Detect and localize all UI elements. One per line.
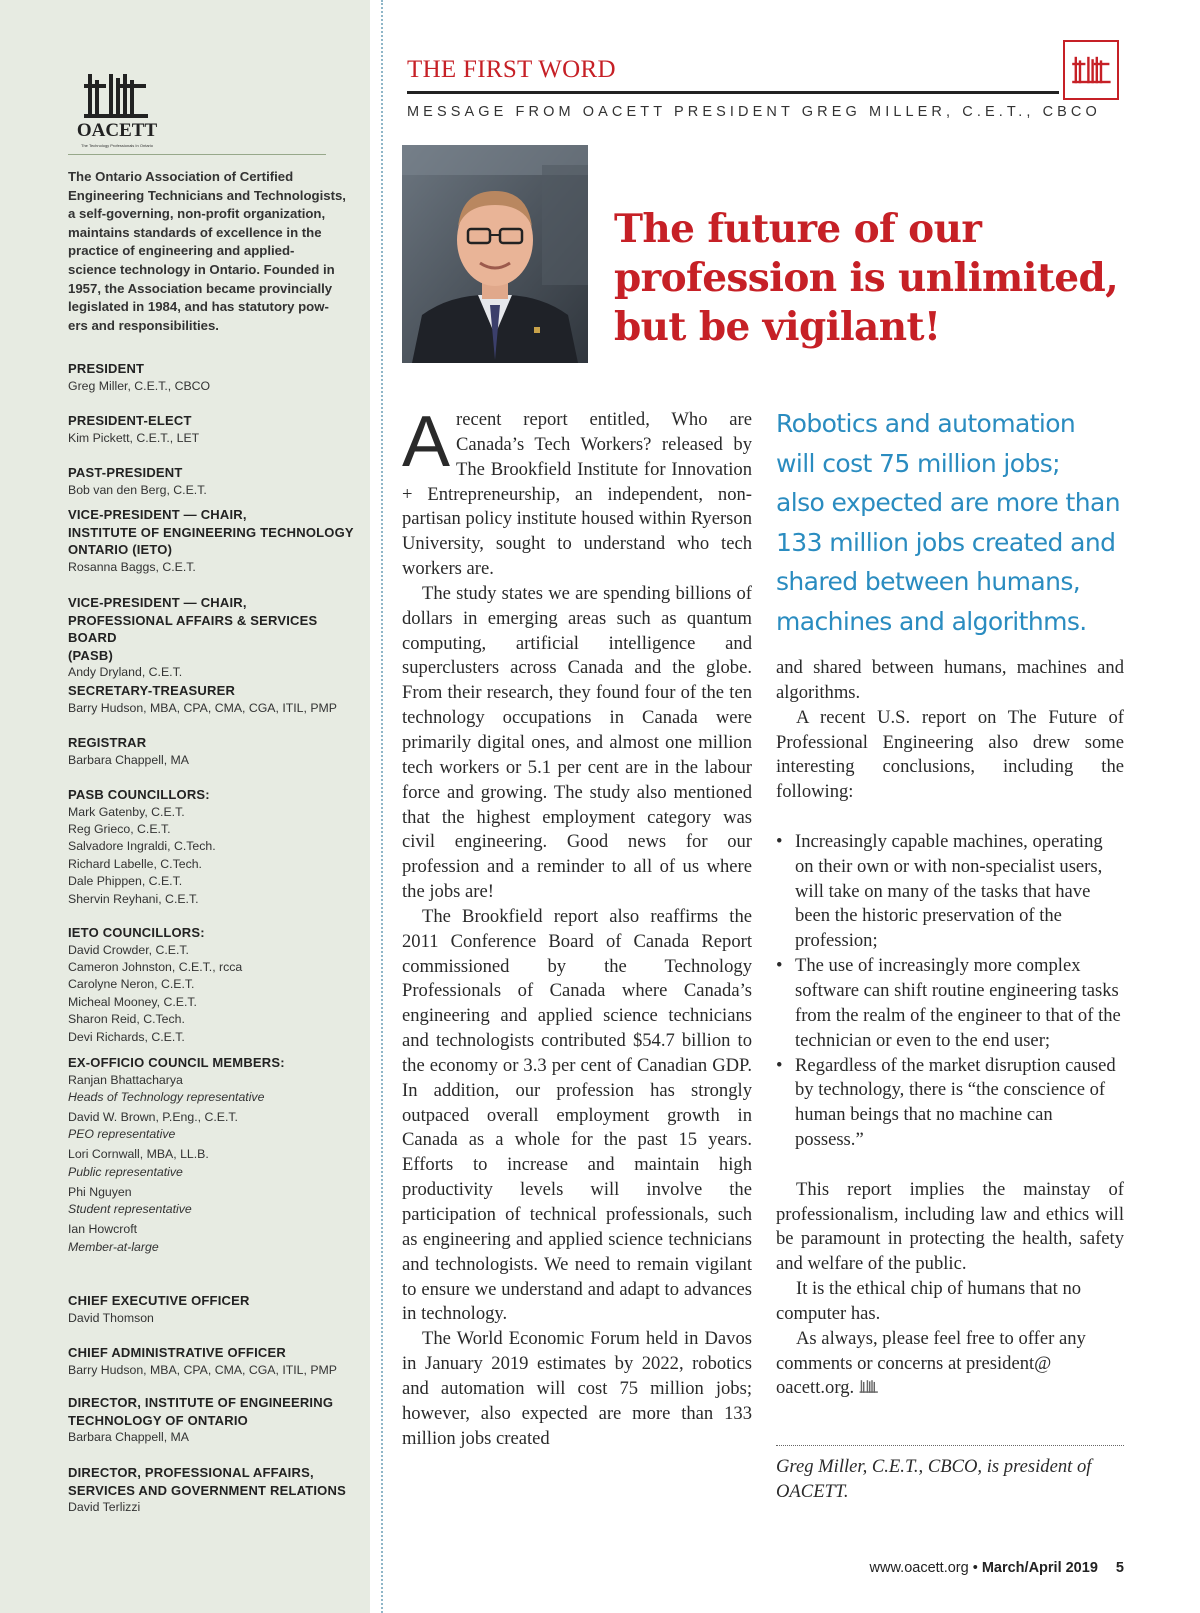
roster-title: VICE-PRESIDENT — CHAIR, INSTITUTE OF ENGINEERING TECHNOLOGY ONTARIO (IETO) <box>68 507 354 557</box>
end-mark-icon <box>859 1379 879 1394</box>
roster-name: Shervin Reyhani, C.E.T. <box>68 891 199 906</box>
footer-issue: March/April 2019 <box>981 1560 1098 1576</box>
paragraph-text: recent report entitled, Who are Canada’s Tech Workers? released by The Brookfield Institute for Innovation + Entrepreneurship, an independent, non-partisan policy institute housed within Ryerson University, sought to understand who tech workers are. <box>402 409 752 580</box>
roster-entry <box>68 594 368 681</box>
roster-name: Bob van den Berg, C.E.T. <box>68 482 207 497</box>
roster-title: SECRETARY-TREASURER <box>68 683 236 698</box>
roster-title: IETO COUNCILLORS: <box>68 925 205 940</box>
roster-name: Kim Pickett, C.E.T., LET <box>68 430 200 445</box>
roster-member-role: Student representative <box>68 1202 192 1217</box>
header-logo <box>1063 40 1119 100</box>
sidebar-intro: The Ontario Association of Certified Engineering Technicians and Technologists, a self-governing, non-profit organization, maintains standards of excellence in the practice of engineering and applied- science technology in Ontario. Founded in 1957, the Association became provincially legislated in 1984, and has statutory pow- ers and responsibilities. <box>68 169 346 333</box>
roster-name: Reg Grieco, C.E.T. <box>68 821 171 836</box>
footer-separator: • <box>972 1560 978 1576</box>
article-paragraph: The Brookfield report also reaffirms the 2011 Conference Board of Canada Report commissioned by the Technology Professionals of Canada where Canada’s engineering and applied science technicians and technologists contributed $54.7 billion to the economy or 3.3 per cent of Canadian GDP. In addition, our profession has strongly outpaced overall employment growth in Canada as a whole for the past 15 years. Efforts to increase and maintain high productivity levels will involve the participation of technical professionals, such as engineering and applied science technicians and technologists. We need to remain vigilant to ensure we understand and adapt to advances in technology. <box>402 905 752 1325</box>
president-portrait-image <box>402 145 588 363</box>
author-signature: Greg Miller, C.E.T., CBCO, is president of OACETT. <box>776 1456 1092 1502</box>
oacett-logo-name: OACETT <box>76 120 158 141</box>
bullet-item <box>776 830 1124 954</box>
sidebar-rule <box>68 154 326 155</box>
bullet-item <box>776 1054 1124 1153</box>
roster-name: Greg Miller, C.E.T., CBCO <box>68 378 211 393</box>
article-paragraph: It is the ethical chip of humans that no computer has. <box>776 1278 1082 1324</box>
roster-name: Mark Gatenby, C.E.T. <box>68 804 185 819</box>
bullet-text: Increasingly capable machines, operating on their own or with non-specialist users, will take on many of the tasks that have been the historic preservation of the profession; <box>795 830 1103 952</box>
roster-entry <box>68 1344 368 1379</box>
roster-title: PRESIDENT <box>68 361 145 376</box>
bullet-icon: • <box>776 830 783 852</box>
roster-member-name: Lori Cornwall, MBA, LL.B. <box>68 1147 209 1162</box>
sidebar <box>0 0 370 1613</box>
bullet-icon: • <box>776 955 783 977</box>
paragraph-text: As always, please feel free to offer any comments or concerns at president@ oacett.org. <box>776 1327 1086 1399</box>
roster-entry <box>68 412 368 447</box>
section-subtitle: MESSAGE FROM OACETT PRESIDENT GREG MILLER, C.E.T., CBCO <box>407 104 1101 120</box>
roster-member-role: Public representative <box>68 1164 183 1179</box>
roster-title: CHIEF ADMINISTRATIVE OFFICER <box>68 1345 286 1360</box>
roster-title: VICE-PRESIDENT — CHAIR, PROFESSIONAL AFFAIRS & SERVICES BOARD (PASB) <box>68 595 318 663</box>
roster-member-name: Phi Nguyen <box>68 1184 132 1199</box>
roster-entry <box>68 506 368 576</box>
roster-entry <box>68 464 368 499</box>
roster-name: Dale Phippen, C.E.T. <box>68 874 183 889</box>
roster-title: REGISTRAR <box>68 735 147 750</box>
roster-name: Barbara Chappell, MA <box>68 1430 189 1444</box>
roster-name: Salvadore Ingraldi, C.Tech. <box>68 839 216 854</box>
article-paragraph: The study states we are spending billions of dollars in emerging areas such as quantum computing, artificial intelligence and superclusters across Canada and the globe. From their research, they found four of the ten technology occupations in Canada were primarily digital ones, and almost one million tech workers or 5.1 per cent are in the labour force and growing. The study also mentioned that the highest employment category was civil engineering. Good news for our profession and a reminder to all of us where the jobs are! <box>402 582 752 903</box>
footer-url: www.oacett.org <box>869 1560 969 1576</box>
roster-title: DIRECTOR, INSTITUTE OF ENGINEERING TECHNOLOGY OF ONTARIO <box>68 1395 334 1428</box>
roster-entry <box>68 360 368 395</box>
article-paragraph <box>776 1327 1124 1402</box>
roster-name: David Terlizzi <box>68 1500 141 1514</box>
roster-name: Richard Labelle, C.Tech. <box>68 856 202 871</box>
drop-cap: A <box>402 402 451 482</box>
roster-name: Devi Richards, C.E.T. <box>68 1029 185 1044</box>
header-rule <box>407 91 1059 94</box>
roster-name: Barry Hudson, MBA, CPA, CMA, CGA, ITIL, PMP <box>68 1362 338 1377</box>
roster-entry <box>68 1464 368 1516</box>
roster-title: EX-OFFICIO COUNCIL MEMBERS: <box>68 1055 285 1070</box>
roster-entry <box>68 682 368 717</box>
roster-member-role: Member-at-large <box>68 1239 159 1254</box>
roster-entry <box>68 924 368 1046</box>
oacett-logo-tagline: The Technology Professionals In Ontario <box>81 143 153 148</box>
roster-name: Rosanna Baggs, C.E.T. <box>68 559 196 574</box>
roster-title: PAST-PRESIDENT <box>68 465 183 480</box>
article-column-1 <box>402 402 752 1451</box>
roster-name: Cameron Johnston, C.E.T., rcca <box>68 959 243 974</box>
oacett-logo-mark-icon <box>82 70 152 122</box>
roster-entry <box>68 1394 368 1446</box>
bullet-icon: • <box>776 1054 783 1076</box>
article-paragraph: The World Economic Forum held in Davos in January 2019 estimates by 2022, robotics and automation will cost 75 million jobs; however, also expected are more than 133 million jobs created <box>402 1328 752 1449</box>
roster-name: David Thomson <box>68 1310 154 1325</box>
roster-name: David Crowder, C.E.T. <box>68 942 189 957</box>
page-footer <box>870 1560 1124 1576</box>
roster-name: Barry Hudson, MBA, CPA, CMA, CGA, ITIL, PMP <box>68 700 338 715</box>
article-headline: The future of our profession is unlimited, but be vigilant! <box>614 206 1119 350</box>
bullet-text: The use of increasingly more complex software can shift routine engineering tasks from the realm of the engineer to that of the technician or even to the end user; <box>795 955 1121 1051</box>
president-photo <box>402 145 588 363</box>
article-column-2 <box>776 656 1124 1401</box>
roster-name: Sharon Reid, C.Tech. <box>68 1012 185 1027</box>
bullet-text: Regardless of the market disruption caused by technology, there is “the conscience of human beings that no machine can possess.” <box>795 1054 1116 1151</box>
roster-member-name: Ian Howcroft <box>68 1222 138 1237</box>
article-paragraph <box>402 402 752 582</box>
roster-title: PASB COUNCILLORS: <box>68 787 210 802</box>
roster-member-role: PEO representative <box>68 1127 176 1142</box>
roster-entry <box>68 1292 368 1327</box>
roster-title: CHIEF EXECUTIVE OFFICER <box>68 1293 250 1308</box>
section-title: THE FIRST WORD <box>407 56 616 83</box>
roster-name: Andy Dryland, C.E.T. <box>68 665 183 679</box>
roster-entry <box>68 786 368 908</box>
article-paragraph: A recent U.S. report on The Future of Professional Engineering also drew some interesting conclusions, including the following: <box>776 706 1124 803</box>
roster-title: PRESIDENT-ELECT <box>68 413 192 428</box>
roster-title: DIRECTOR, PROFESSIONAL AFFAIRS, SERVICES AND GOVERNMENT RELATIONS <box>68 1465 346 1498</box>
roster-member-name: Ranjan Bhattacharya <box>68 1072 183 1087</box>
article-paragraph: This report implies the mainstay of professionalism, including law and ethics will be paramount in protecting the health, safety and welfare of the public. <box>776 1178 1124 1275</box>
page-number: 5 <box>1115 1560 1124 1576</box>
article-paragraph: and shared between humans, machines and algorithms. <box>776 657 1124 703</box>
pull-quote: Robotics and automation will cost 75 million jobs; also expected are more than 133 million jobs created and shared between humans, machines and algorithms. <box>776 409 1120 636</box>
signature-rule <box>776 1445 1124 1446</box>
bullet-item <box>776 954 1124 1053</box>
roster-entry <box>68 1054 368 1259</box>
roster-name: Micheal Mooney, C.E.T. <box>68 994 197 1009</box>
roster-name: Carolyne Neron, C.E.T. <box>68 977 195 992</box>
roster-member-role: Heads of Technology representative <box>68 1089 265 1104</box>
roster-name: Barbara Chappell, MA <box>68 752 189 767</box>
oacett-logo <box>68 70 168 150</box>
sidebar-divider <box>381 0 383 1613</box>
roster-member-name: David W. Brown, P.Eng., C.E.T. <box>68 1109 238 1124</box>
oacett-mark-icon <box>1071 50 1113 90</box>
roster-entry <box>68 734 368 769</box>
